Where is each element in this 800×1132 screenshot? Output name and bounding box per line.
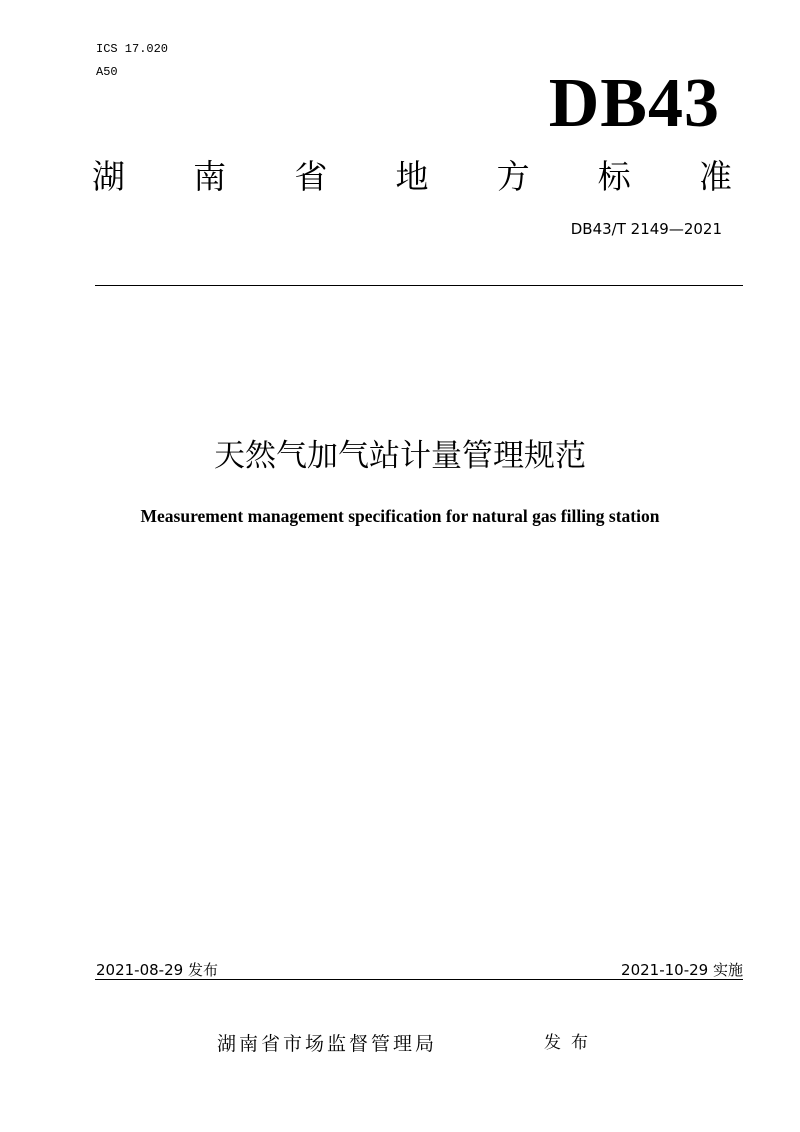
standard-type-char: 标 xyxy=(597,157,631,196)
issuing-authority: 湖南省市场监督管理局 xyxy=(217,1033,438,1055)
implement-date: 2021-10-29 实施 xyxy=(621,961,743,979)
document-title-english: Measurement management specification for natural gas filling station xyxy=(140,506,660,526)
standard-type-char: 湖 xyxy=(92,157,125,196)
standard-type-char: 省 xyxy=(294,157,328,196)
standard-code: DB43/T 2149—2021 xyxy=(570,220,722,238)
standard-type-char: 方 xyxy=(496,157,530,196)
standard-type-char: 地 xyxy=(395,157,429,196)
header-divider xyxy=(95,285,743,286)
db-standard-logo: DB43 xyxy=(548,65,720,142)
standard-type-char: 准 xyxy=(698,157,732,196)
standard-type-heading xyxy=(92,155,732,199)
classification-code: A50 xyxy=(96,65,118,79)
footer-divider xyxy=(95,979,743,980)
standard-type-char: 南 xyxy=(193,157,227,196)
ics-code: ICS 17.020 xyxy=(96,42,169,56)
publish-date: 2021-08-29 发布 xyxy=(96,961,218,979)
issue-label: 发布 xyxy=(544,1033,598,1053)
document-title-chinese: 天然气加气站计量管理规范 xyxy=(214,438,586,474)
